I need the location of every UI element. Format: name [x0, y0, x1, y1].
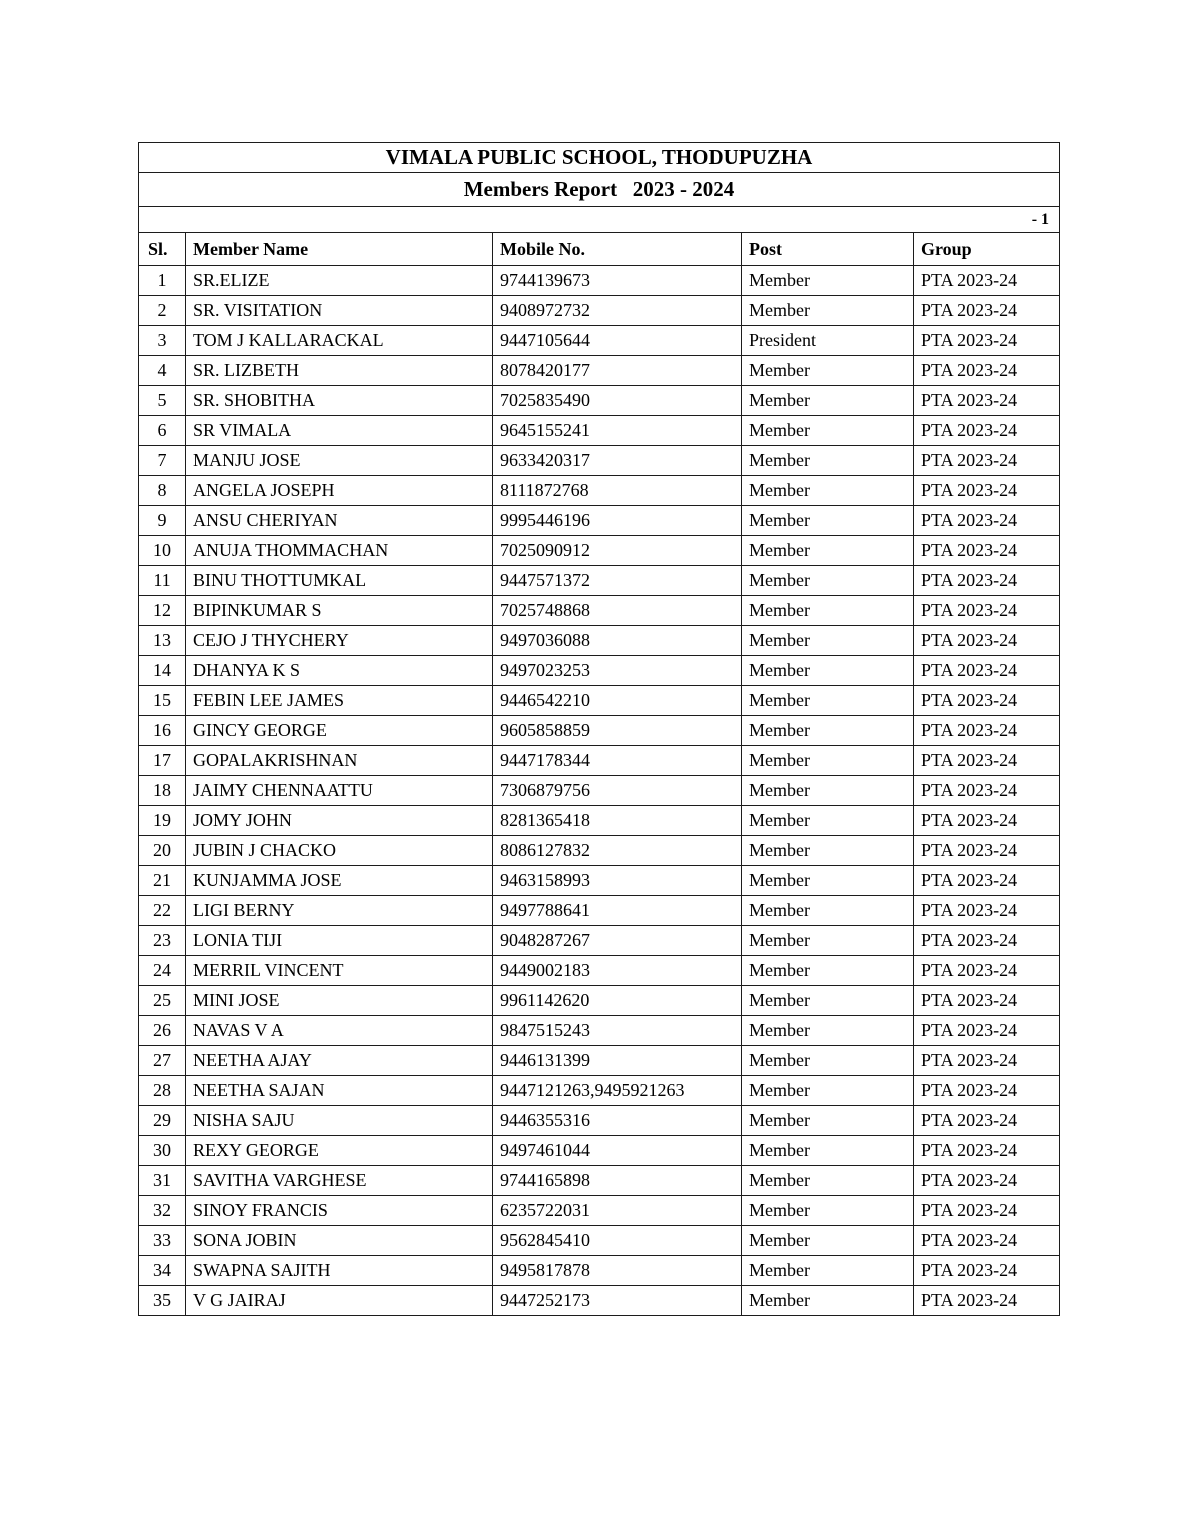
- group-cell: PTA 2023-24: [914, 386, 1060, 416]
- row-number-cell: 23: [139, 926, 186, 956]
- table-row: [139, 416, 1060, 446]
- group-cell: PTA 2023-24: [914, 326, 1060, 356]
- post-cell: Member: [742, 566, 914, 596]
- row-number-cell: 12: [139, 596, 186, 626]
- group-cell: PTA 2023-24: [914, 716, 1060, 746]
- page-number: - 1: [139, 207, 1060, 233]
- mobile-no-cell: 9447121263,9495921263: [493, 1076, 742, 1106]
- table-row: [139, 476, 1060, 506]
- group-cell: PTA 2023-24: [914, 1166, 1060, 1196]
- row-number-cell: 17: [139, 746, 186, 776]
- row-number-cell: 4: [139, 356, 186, 386]
- post-cell: Member: [742, 836, 914, 866]
- mobile-no-cell: 9497461044: [493, 1136, 742, 1166]
- row-number-cell: 29: [139, 1106, 186, 1136]
- table-row: [139, 626, 1060, 656]
- group-cell: PTA 2023-24: [914, 686, 1060, 716]
- table-row: [139, 536, 1060, 566]
- post-cell: Member: [742, 626, 914, 656]
- row-number-cell: 33: [139, 1226, 186, 1256]
- table-header-row: [139, 233, 1060, 266]
- mobile-no-cell: 9447571372: [493, 566, 742, 596]
- row-number-cell: 16: [139, 716, 186, 746]
- mobile-no-cell: 9605858859: [493, 716, 742, 746]
- member-name-cell: KUNJAMMA JOSE: [186, 866, 493, 896]
- post-cell: Member: [742, 656, 914, 686]
- member-name-cell: BINU THOTTUMKAL: [186, 566, 493, 596]
- group-cell: PTA 2023-24: [914, 926, 1060, 956]
- post-cell: Member: [742, 446, 914, 476]
- group-cell: PTA 2023-24: [914, 956, 1060, 986]
- mobile-no-cell: 9447252173: [493, 1286, 742, 1316]
- group-cell: PTA 2023-24: [914, 1256, 1060, 1286]
- group-cell: PTA 2023-24: [914, 776, 1060, 806]
- mobile-no-cell: 9446131399: [493, 1046, 742, 1076]
- report-title: VIMALA PUBLIC SCHOOL, THODUPUZHA: [139, 143, 1060, 173]
- row-number-cell: 18: [139, 776, 186, 806]
- post-cell: Member: [742, 896, 914, 926]
- member-name-cell: NAVAS V A: [186, 1016, 493, 1046]
- post-cell: Member: [742, 416, 914, 446]
- mobile-no-cell: 8086127832: [493, 836, 742, 866]
- column-header-group: Group: [914, 233, 1060, 266]
- group-cell: PTA 2023-24: [914, 1106, 1060, 1136]
- table-row: [139, 686, 1060, 716]
- post-cell: Member: [742, 1256, 914, 1286]
- table-row: [139, 506, 1060, 536]
- member-name-cell: SAVITHA VARGHESE: [186, 1166, 493, 1196]
- table-row: [139, 746, 1060, 776]
- post-cell: Member: [742, 926, 914, 956]
- group-cell: PTA 2023-24: [914, 596, 1060, 626]
- post-cell: President: [742, 326, 914, 356]
- table-row: [139, 1106, 1060, 1136]
- member-name-cell: SINOY FRANCIS: [186, 1196, 493, 1226]
- row-number-cell: 14: [139, 656, 186, 686]
- post-cell: Member: [742, 1286, 914, 1316]
- member-name-cell: JOMY JOHN: [186, 806, 493, 836]
- row-number-cell: 13: [139, 626, 186, 656]
- post-cell: Member: [742, 266, 914, 296]
- table-row: [139, 776, 1060, 806]
- group-cell: PTA 2023-24: [914, 1016, 1060, 1046]
- table-row: [139, 926, 1060, 956]
- row-number-cell: 1: [139, 266, 186, 296]
- report-subtitle: Members Report 2023 - 2024: [139, 173, 1060, 207]
- member-name-cell: SR. LIZBETH: [186, 356, 493, 386]
- mobile-no-cell: 9562845410: [493, 1226, 742, 1256]
- mobile-no-cell: 9048287267: [493, 926, 742, 956]
- post-cell: Member: [742, 1076, 914, 1106]
- group-cell: PTA 2023-24: [914, 1286, 1060, 1316]
- member-name-cell: LIGI BERNY: [186, 896, 493, 926]
- mobile-no-cell: 9497023253: [493, 656, 742, 686]
- post-cell: Member: [742, 806, 914, 836]
- group-cell: PTA 2023-24: [914, 626, 1060, 656]
- member-name-cell: MINI JOSE: [186, 986, 493, 1016]
- mobile-no-cell: 7025748868: [493, 596, 742, 626]
- members-table-body: [139, 266, 1060, 1316]
- table-row: [139, 1256, 1060, 1286]
- member-name-cell: BIPINKUMAR S: [186, 596, 493, 626]
- member-name-cell: ANSU CHERIYAN: [186, 506, 493, 536]
- group-cell: PTA 2023-24: [914, 836, 1060, 866]
- member-name-cell: NEETHA SAJAN: [186, 1076, 493, 1106]
- member-name-cell: ANGELA JOSEPH: [186, 476, 493, 506]
- table-row: [139, 986, 1060, 1016]
- member-name-cell: TOM J KALLARACKAL: [186, 326, 493, 356]
- mobile-no-cell: 9446355316: [493, 1106, 742, 1136]
- member-name-cell: ANUJA THOMMACHAN: [186, 536, 493, 566]
- row-number-cell: 21: [139, 866, 186, 896]
- row-number-cell: 26: [139, 1016, 186, 1046]
- group-cell: PTA 2023-24: [914, 986, 1060, 1016]
- member-name-cell: JAIMY CHENNAATTU: [186, 776, 493, 806]
- mobile-no-cell: 8281365418: [493, 806, 742, 836]
- group-cell: PTA 2023-24: [914, 806, 1060, 836]
- table-row: [139, 566, 1060, 596]
- member-name-cell: NISHA SAJU: [186, 1106, 493, 1136]
- mobile-no-cell: 8111872768: [493, 476, 742, 506]
- row-number-cell: 27: [139, 1046, 186, 1076]
- members-report-table: [138, 142, 1060, 1316]
- row-number-cell: 20: [139, 836, 186, 866]
- mobile-no-cell: 9633420317: [493, 446, 742, 476]
- table-row: [139, 356, 1060, 386]
- row-number-cell: 15: [139, 686, 186, 716]
- mobile-no-cell: 6235722031: [493, 1196, 742, 1226]
- mobile-no-cell: 9463158993: [493, 866, 742, 896]
- member-name-cell: NEETHA AJAY: [186, 1046, 493, 1076]
- row-number-cell: 25: [139, 986, 186, 1016]
- mobile-no-cell: 9744139673: [493, 266, 742, 296]
- member-name-cell: LONIA TIJI: [186, 926, 493, 956]
- post-cell: Member: [742, 746, 914, 776]
- post-cell: Member: [742, 296, 914, 326]
- post-cell: Member: [742, 1136, 914, 1166]
- mobile-no-cell: 9447105644: [493, 326, 742, 356]
- mobile-no-cell: 9449002183: [493, 956, 742, 986]
- table-row: [139, 1286, 1060, 1316]
- row-number-cell: 19: [139, 806, 186, 836]
- page-number-row: [139, 207, 1060, 233]
- group-cell: PTA 2023-24: [914, 566, 1060, 596]
- post-cell: Member: [742, 536, 914, 566]
- member-name-cell: SR VIMALA: [186, 416, 493, 446]
- row-number-cell: 28: [139, 1076, 186, 1106]
- post-cell: Member: [742, 956, 914, 986]
- member-name-cell: CEJO J THYCHERY: [186, 626, 493, 656]
- post-cell: Member: [742, 1106, 914, 1136]
- group-cell: PTA 2023-24: [914, 356, 1060, 386]
- post-cell: Member: [742, 1166, 914, 1196]
- row-number-cell: 8: [139, 476, 186, 506]
- member-name-cell: SWAPNA SAJITH: [186, 1256, 493, 1286]
- table-row: [139, 326, 1060, 356]
- mobile-no-cell: 9645155241: [493, 416, 742, 446]
- member-name-cell: MANJU JOSE: [186, 446, 493, 476]
- post-cell: Member: [742, 506, 914, 536]
- table-row: [139, 956, 1060, 986]
- mobile-no-cell: 7306879756: [493, 776, 742, 806]
- mobile-no-cell: 9847515243: [493, 1016, 742, 1046]
- post-cell: Member: [742, 716, 914, 746]
- post-cell: Member: [742, 986, 914, 1016]
- group-cell: PTA 2023-24: [914, 1076, 1060, 1106]
- column-header-post: Post: [742, 233, 914, 266]
- member-name-cell: MERRIL VINCENT: [186, 956, 493, 986]
- table-row: [139, 716, 1060, 746]
- member-name-cell: JUBIN J CHACKO: [186, 836, 493, 866]
- mobile-no-cell: 9495817878: [493, 1256, 742, 1286]
- table-row: [139, 1076, 1060, 1106]
- mobile-no-cell: 9961142620: [493, 986, 742, 1016]
- row-number-cell: 6: [139, 416, 186, 446]
- row-number-cell: 9: [139, 506, 186, 536]
- table-row: [139, 596, 1060, 626]
- row-number-cell: 35: [139, 1286, 186, 1316]
- table-row: [139, 806, 1060, 836]
- mobile-no-cell: 9497036088: [493, 626, 742, 656]
- row-number-cell: 24: [139, 956, 186, 986]
- table-row: [139, 266, 1060, 296]
- row-number-cell: 5: [139, 386, 186, 416]
- table-row: [139, 1166, 1060, 1196]
- table-row: [139, 656, 1060, 686]
- table-row: [139, 386, 1060, 416]
- group-cell: PTA 2023-24: [914, 476, 1060, 506]
- mobile-no-cell: 7025090912: [493, 536, 742, 566]
- member-name-cell: GOPALAKRISHNAN: [186, 746, 493, 776]
- group-cell: PTA 2023-24: [914, 266, 1060, 296]
- group-cell: PTA 2023-24: [914, 506, 1060, 536]
- row-number-cell: 32: [139, 1196, 186, 1226]
- member-name-cell: REXY GEORGE: [186, 1136, 493, 1166]
- member-name-cell: V G JAIRAJ: [186, 1286, 493, 1316]
- member-name-cell: SR. SHOBITHA: [186, 386, 493, 416]
- group-cell: PTA 2023-24: [914, 416, 1060, 446]
- mobile-no-cell: 9497788641: [493, 896, 742, 926]
- table-row: [139, 836, 1060, 866]
- table-row: [139, 1016, 1060, 1046]
- post-cell: Member: [742, 356, 914, 386]
- post-cell: Member: [742, 686, 914, 716]
- column-header-mobile-no: Mobile No.: [493, 233, 742, 266]
- group-cell: PTA 2023-24: [914, 1046, 1060, 1076]
- mobile-no-cell: 9447178344: [493, 746, 742, 776]
- post-cell: Member: [742, 866, 914, 896]
- report-title-row: [139, 143, 1060, 173]
- table-row: [139, 1046, 1060, 1076]
- post-cell: Member: [742, 1226, 914, 1256]
- mobile-no-cell: 9446542210: [493, 686, 742, 716]
- table-row: [139, 446, 1060, 476]
- table-row: [139, 896, 1060, 926]
- group-cell: PTA 2023-24: [914, 1196, 1060, 1226]
- member-name-cell: SR. VISITATION: [186, 296, 493, 326]
- group-cell: PTA 2023-24: [914, 866, 1060, 896]
- row-number-cell: 11: [139, 566, 186, 596]
- post-cell: Member: [742, 476, 914, 506]
- member-name-cell: SR.ELIZE: [186, 266, 493, 296]
- table-row: [139, 866, 1060, 896]
- post-cell: Member: [742, 386, 914, 416]
- row-number-cell: 2: [139, 296, 186, 326]
- mobile-no-cell: 9995446196: [493, 506, 742, 536]
- member-name-cell: DHANYA K S: [186, 656, 493, 686]
- group-cell: PTA 2023-24: [914, 446, 1060, 476]
- report-subtitle-row: [139, 173, 1060, 207]
- mobile-no-cell: 7025835490: [493, 386, 742, 416]
- post-cell: Member: [742, 596, 914, 626]
- member-name-cell: SONA JOBIN: [186, 1226, 493, 1256]
- post-cell: Member: [742, 1016, 914, 1046]
- mobile-no-cell: 9408972732: [493, 296, 742, 326]
- table-row: [139, 296, 1060, 326]
- post-cell: Member: [742, 1046, 914, 1076]
- row-number-cell: 31: [139, 1166, 186, 1196]
- member-name-cell: GINCY GEORGE: [186, 716, 493, 746]
- table-row: [139, 1196, 1060, 1226]
- row-number-cell: 10: [139, 536, 186, 566]
- row-number-cell: 30: [139, 1136, 186, 1166]
- group-cell: PTA 2023-24: [914, 296, 1060, 326]
- member-name-cell: FEBIN LEE JAMES: [186, 686, 493, 716]
- group-cell: PTA 2023-24: [914, 536, 1060, 566]
- group-cell: PTA 2023-24: [914, 656, 1060, 686]
- group-cell: PTA 2023-24: [914, 1136, 1060, 1166]
- column-header-sl: Sl.: [139, 233, 186, 266]
- mobile-no-cell: 8078420177: [493, 356, 742, 386]
- group-cell: PTA 2023-24: [914, 746, 1060, 776]
- table-row: [139, 1136, 1060, 1166]
- row-number-cell: 3: [139, 326, 186, 356]
- row-number-cell: 22: [139, 896, 186, 926]
- row-number-cell: 7: [139, 446, 186, 476]
- table-row: [139, 1226, 1060, 1256]
- mobile-no-cell: 9744165898: [493, 1166, 742, 1196]
- post-cell: Member: [742, 1196, 914, 1226]
- group-cell: PTA 2023-24: [914, 1226, 1060, 1256]
- row-number-cell: 34: [139, 1256, 186, 1286]
- column-header-member-name: Member Name: [186, 233, 493, 266]
- post-cell: Member: [742, 776, 914, 806]
- group-cell: PTA 2023-24: [914, 896, 1060, 926]
